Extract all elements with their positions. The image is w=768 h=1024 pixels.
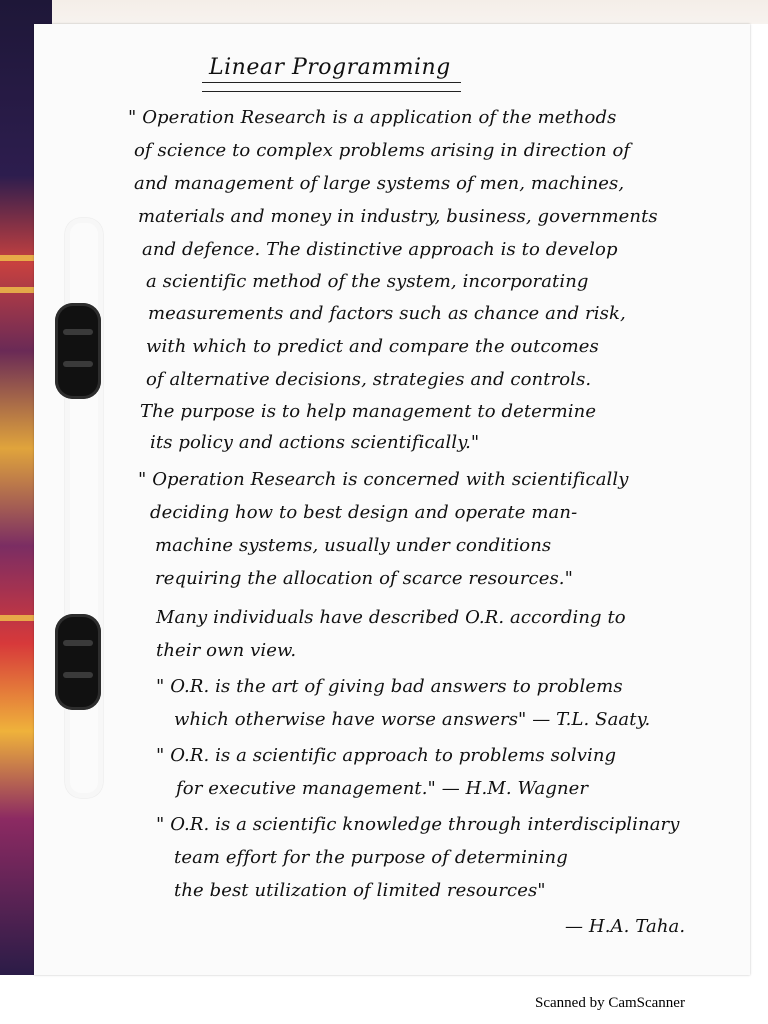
note-line: with which to predict and compare the outcomes (146, 336, 599, 357)
fastener-clip-bottom (55, 614, 101, 710)
note-line: measurements and factors such as chance and risk, (148, 303, 626, 324)
note-line: for executive management." — H.M. Wagner (176, 778, 589, 799)
title-underline (202, 82, 461, 92)
note-line: deciding how to best design and operate man- (150, 502, 578, 523)
fastener-clip-top (55, 303, 101, 399)
note-line: its policy and actions scientifically." (150, 432, 480, 453)
note-line: — H.A. Taha. (565, 916, 686, 937)
note-line: " O.R. is a scientific approach to problems solving (156, 745, 617, 766)
note-line: team effort for the purpose of determining (174, 847, 568, 868)
scan-top-margin (0, 0, 768, 24)
note-line: " Operation Research is a application of the methods (128, 107, 617, 128)
note-line: of science to complex problems arising in direction of (134, 140, 631, 161)
note-line: a scientific method of the system, incorporating (146, 271, 589, 292)
note-line: " O.R. is the art of giving bad answers to problems (156, 676, 623, 697)
note-line: which otherwise have worse answers" — T.L. Saaty. (174, 709, 651, 730)
camscanner-watermark: Scanned by CamScanner (535, 995, 685, 1011)
note-line: of alternative decisions, strategies and controls. (146, 369, 592, 390)
note-line: and defence. The distinctive approach is to develop (142, 239, 618, 260)
note-line: machine systems, usually under conditions (155, 535, 552, 556)
note-line: the best utilization of limited resources" (174, 880, 546, 901)
note-line: requiring the allocation of scarce resources." (155, 568, 573, 589)
note-line: The purpose is to help management to determine (140, 401, 597, 422)
note-line: Many individuals have described O.R. according to (156, 607, 626, 628)
note-line: " O.R. is a scientific knowledge through interdisciplinary (156, 814, 680, 835)
note-line: materials and money in industry, business, governments (138, 206, 658, 227)
page-title: Linear Programming (209, 55, 451, 80)
note-line: and management of large systems of men, machines, (134, 173, 625, 194)
note-line: their own view. (156, 640, 297, 661)
note-line: " Operation Research is concerned with scientifically (138, 469, 629, 490)
